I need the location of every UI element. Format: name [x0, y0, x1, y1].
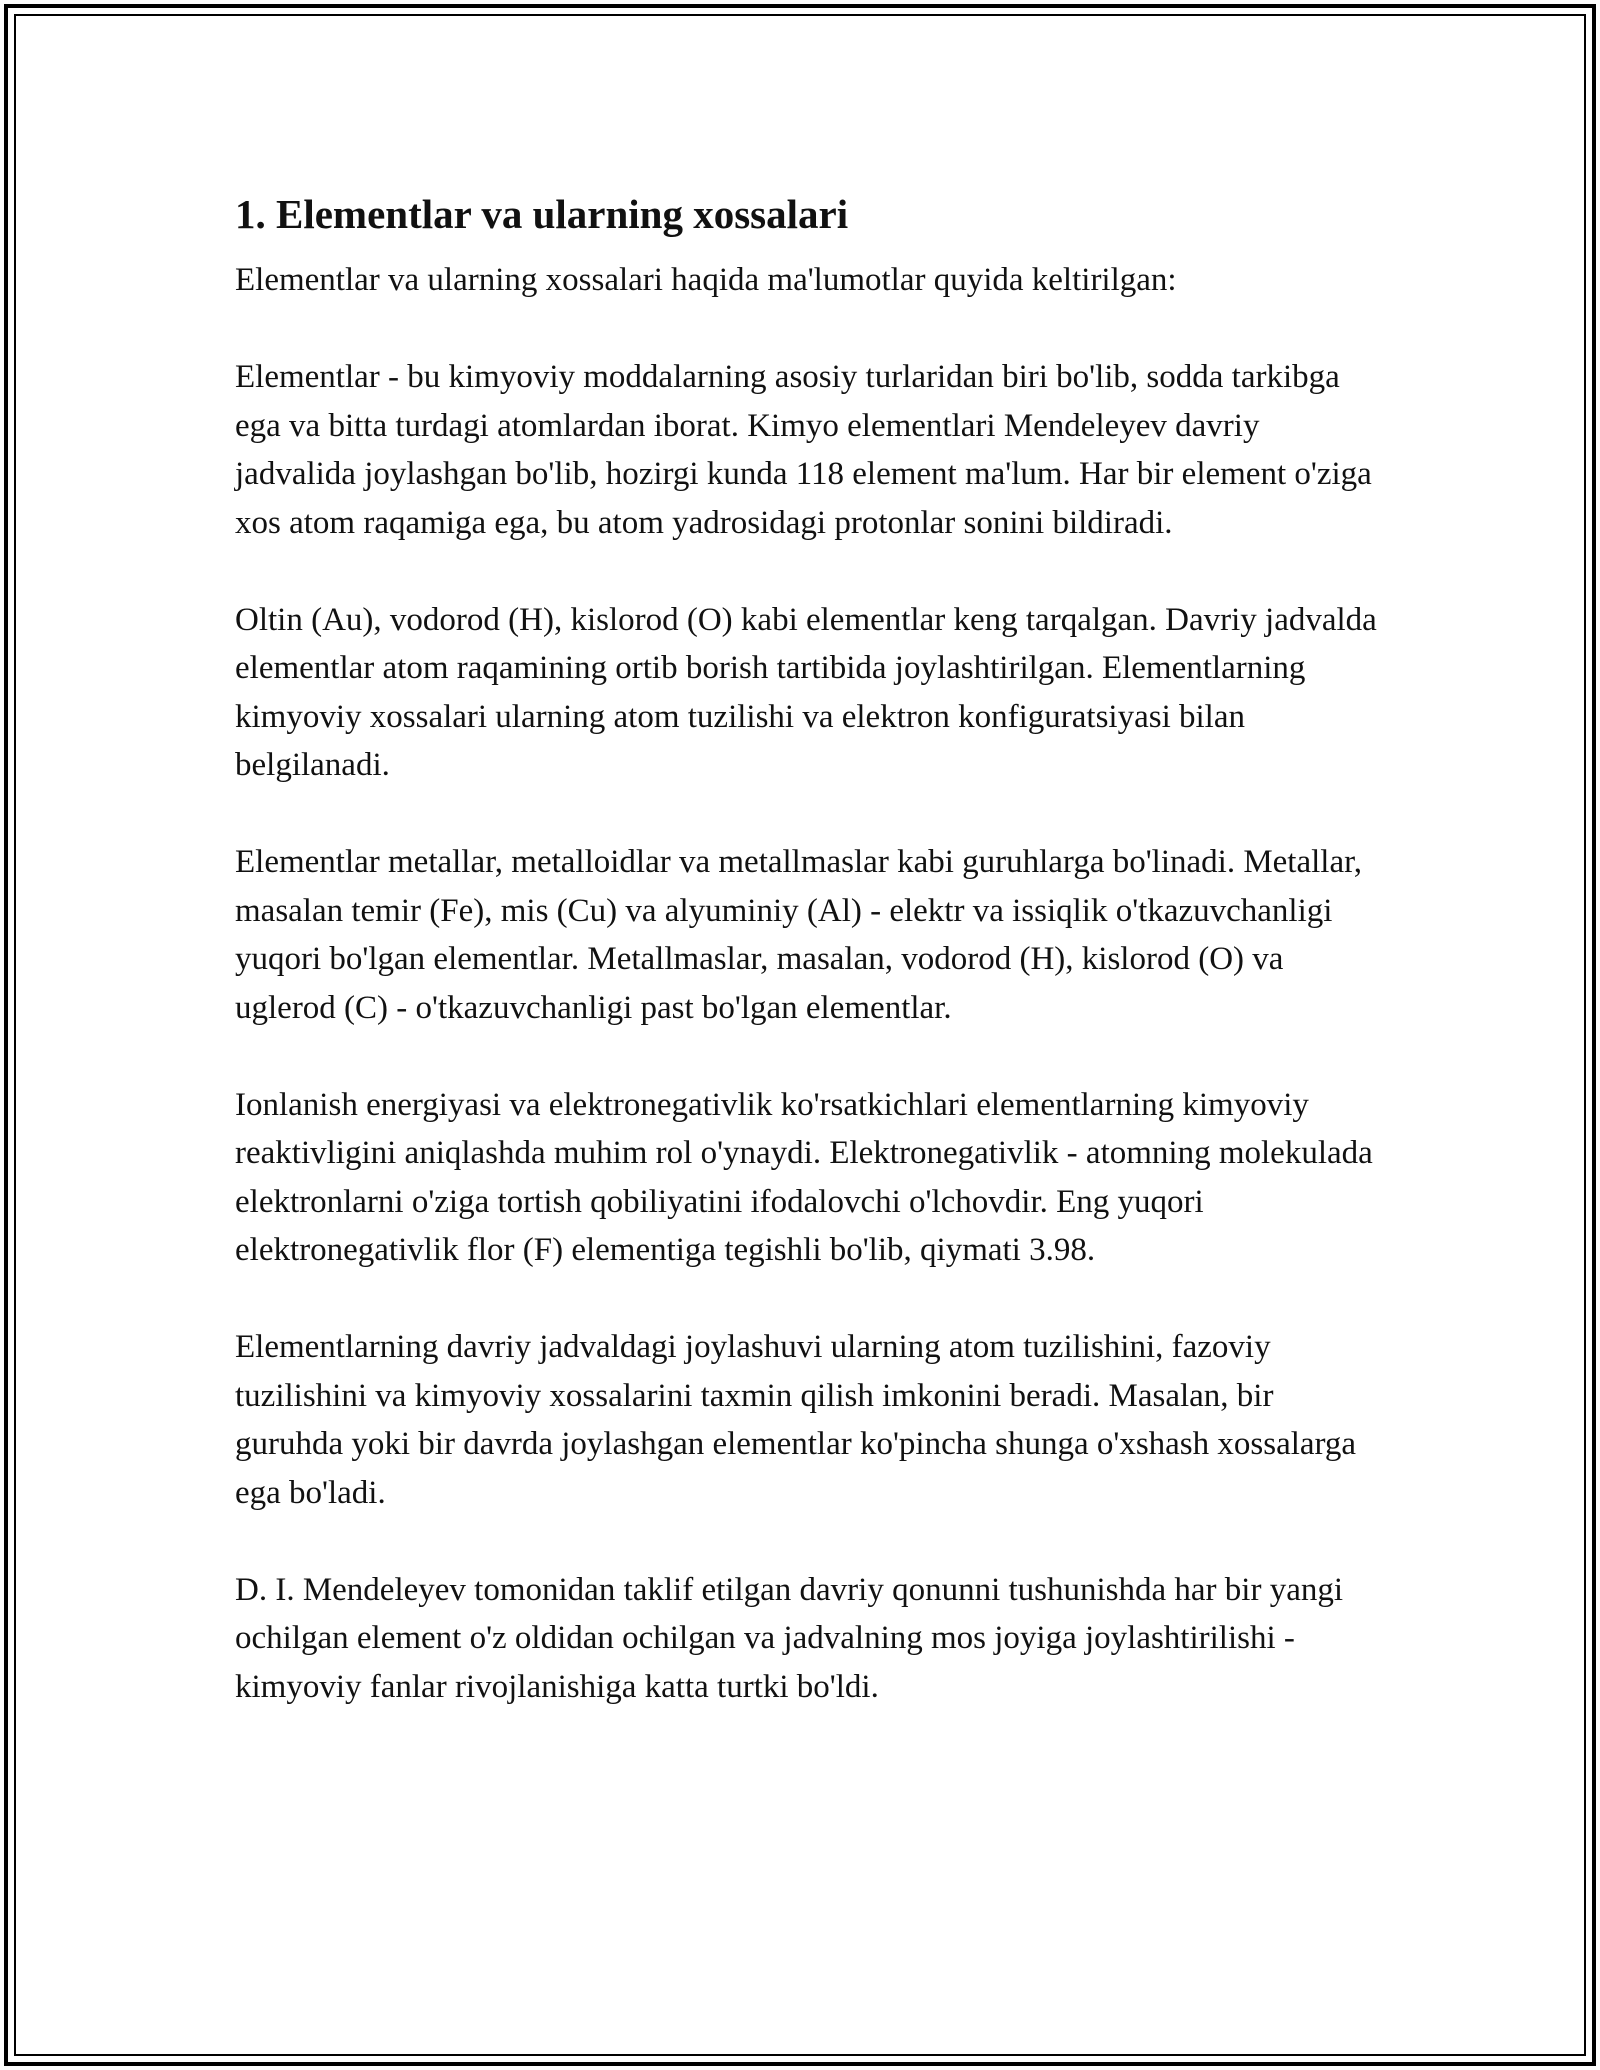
paragraph-electronegativity: Ionlanish energiyasi va elektronegativlik ko'rsatkichlari elementlarning kimyoviy reaktivligini aniqlashda muhim rol o'ynaydi. Elektronegativlik - atomning molekulada elektronlarni o'ziga tortish qobiliyatini ifodalovchi o'lchovdir. Eng yuqori elektronegativlik flor (F) elementiga tegishli bo'lib, qiymati 3.98. — [235, 1086, 1373, 1268]
document-body — [235, 186, 1385, 1760]
paragraph-element-groups: Elementlar metallar, metalloidlar va metallmaslar kabi guruhlarga bo'linadi. Metallar, masalan temir (Fe), mis (Cu) va alyuminiy (Al) - elektr va issiqlik o'tkazuvchanligi yuqori bo'lgan elementlar. Metallmaslar, masalan, vodorod (H), kislorod (O) va uglerod (C) - o'tkazuvchanligi past bo'lgan elementlar. — [235, 844, 1363, 1026]
paragraph-common-elements: Oltin (Au), vodorod (H), kislorod (O) kabi elementlar keng tarqalgan. Davriy jadvalda elementlar atom raqamining ortib borish tartibida joylashtirilgan. Elementlarning kimyoviy xossalari ularning atom tuzilishi va elektron konfiguratsiyasi bilan belgilanadi. — [235, 601, 1377, 783]
section-heading: 1. Elementlar va ularning xossalari — [235, 191, 849, 237]
paragraph-periodic-position: Elementlarning davriy jadvaldagi joylashuvi ularning atom tuzilishini, fazoviy tuzilishini va kimyoviy xossalarini taxmin qilish imkonini beradi. Masalan, bir guruhda yoki bir davrda joylashgan elementlar ko'pincha shunga o'xshash xossalarga ega bo'ladi. — [235, 1329, 1357, 1511]
paragraph-mendeleev-law: D. I. Mendeleyev tomonidan taklif etilgan davriy qonunni tushunishda har bir yangi ochilgan element o'z oldidan ochilgan va jadvalning mos joyiga joylashtirilishi - kimyoviy fanlar rivojlanishiga katta turtki bo'ldi. — [235, 1571, 1344, 1705]
paragraph-elements-definition: Elementlar - bu kimyoviy moddalarning asosiy turlaridan biri bo'lib, sodda tarkibga ega va bitta turdagi atomlardan iborat. Kimyo elementlari Mendeleyev davriy jadvalida joylashgan bo'lib, hozirgi kunda 118 element ma'lum. Har bir element o'ziga xos atom raqamiga ega, bu atom yadrosidagi protonlar sonini bildiradi. — [235, 359, 1372, 541]
paragraph-intro: Elementlar va ularning xossalari haqida ma'lumotlar quyida keltirilgan: — [235, 262, 1177, 298]
